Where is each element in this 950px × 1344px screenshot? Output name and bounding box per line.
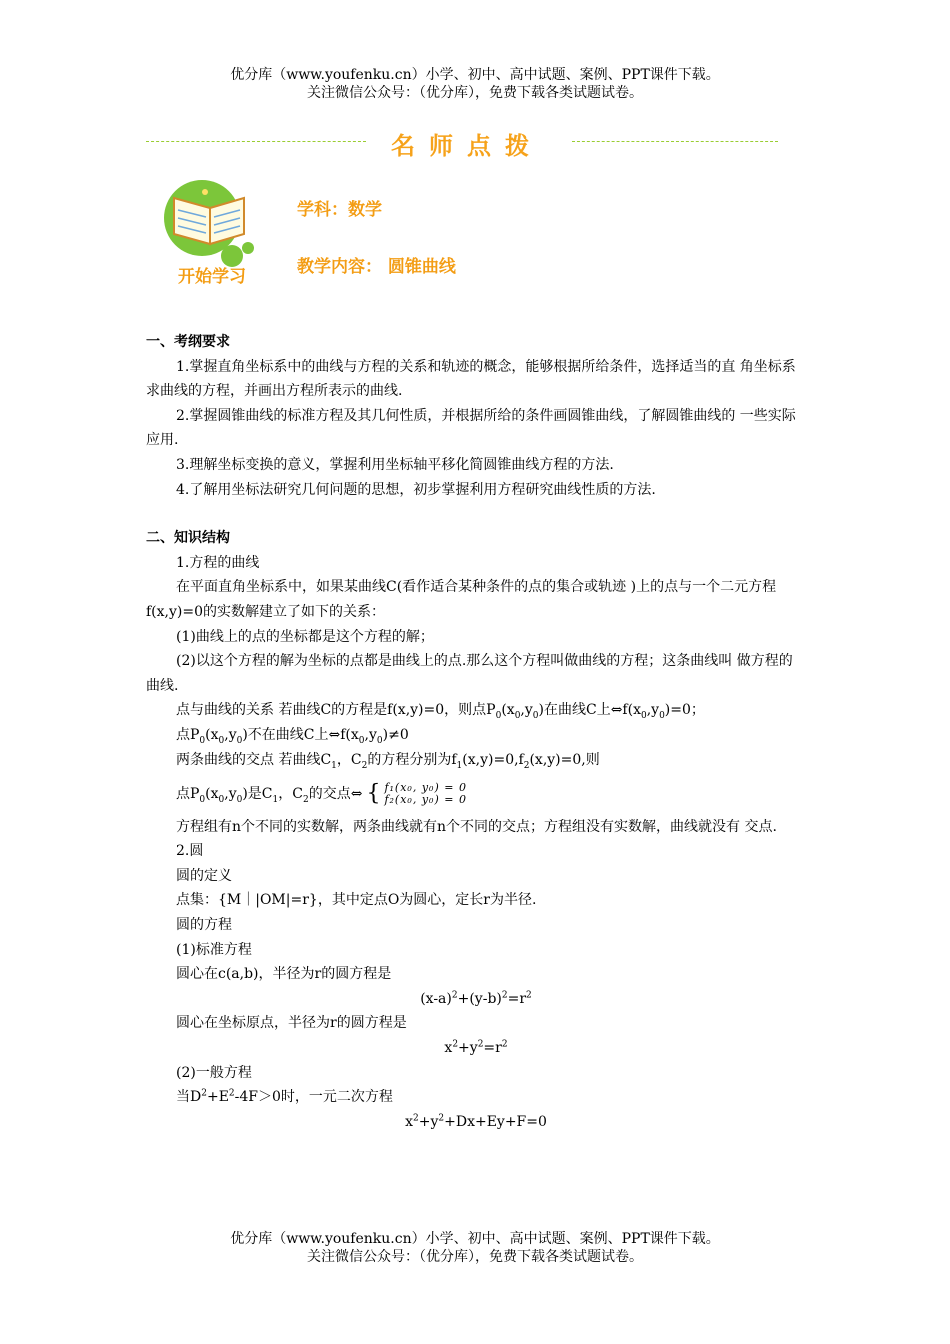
general-equation: $x^2+y^2+Dx+Ey+F=0$	[405, 1113, 547, 1130]
system-brace: {	[366, 781, 381, 807]
general-equation-condition: 当$D^2+E^2-4F>0$时，一元二次方程	[176, 1088, 393, 1106]
subsection-circle: 2.圆	[176, 843, 204, 860]
subsection-curve-of-equation: 1.方程的曲线	[176, 554, 260, 571]
equation-system: f₁(x₀, y₀) = 0 f₂(x₀, y₀) = 0	[384, 781, 467, 807]
point-curve-relation: 点与曲线的关系 若曲线C的方程是f(x,y)=0，则点$P_0(x_0,y_0)$在曲线C上$\Leftrightarrow f(x_0,y_0)=0$；	[176, 702, 705, 722]
section2-heading: 二、知识结构	[146, 530, 230, 547]
paragraph-curve-definition: 在平面直角坐标系中，如果某曲线C(看作适合某种条件的点的集合或轨迹 )上的点与一个二元方程f(x,y)=0的实数解建立了如下的关系：	[146, 579, 777, 620]
page-footer-line1: 优分库（www.youfenku.cn）小学、初中、高中试题、案例、PPT课件下载。	[230, 1231, 720, 1247]
point-not-on-curve: 点$P_0(x_0,y_0)$不在曲线C上$\Leftrightarrow f(x_0,y_0)\ne 0$	[176, 726, 409, 746]
circle-equation-title: 圆的方程	[176, 917, 232, 934]
intersection-condition: 点$P_0(x_0,y_0)$是$C_1$，$C_2$的交点⇔ { f₁(x₀, y₀) = 0 f₂(x₀, y₀) = 0	[176, 781, 467, 807]
curve-intersection: 两条曲线的交点 若曲线$C_1$，$C_2$的方程分别为$f_1(x,y)=0,f_2(x,y)=0$,则	[176, 751, 600, 771]
page-header-line2: 关注微信公众号：（优分库），免费下载各类试题试卷。	[307, 85, 643, 101]
standard-equation-text: 圆心在c(a,b)，半径为r的圆方程是	[176, 966, 392, 983]
requirement-item-3: 3.理解坐标变换的意义，掌握利用坐标轴平移化简圆锥曲线方程的方法.	[176, 456, 614, 473]
section1-heading: 一、考纲要求	[146, 334, 230, 350]
page-header-line1: 优分库（www.youfenku.cn）小学、初中、高中试题、案例、PPT课件下载。	[230, 67, 720, 83]
standard-equation: $(x-a)^2+(y-b)^2=r^2$	[420, 990, 532, 1007]
origin-equation-text: 圆心在坐标原点，半径为r的圆方程是	[176, 1015, 407, 1032]
requirement-item-1: 1.掌握直角坐标系中的曲线与方程的关系和轨迹的概念，能够根据所给条件，选择适当的直 角坐标系求曲线的方程，并画出方程所表示的曲线.	[146, 358, 796, 400]
document-body	[146, 330, 806, 1134]
banner-divider-left	[146, 141, 366, 142]
banner-title: 名师点拨	[391, 132, 543, 160]
teaching-content-label: 教学内容： 圆锥曲线	[297, 257, 456, 277]
subject-label: 学科：数学	[297, 200, 382, 220]
circle-definition: 点集：{M｜|OM|=r}，其中定点O为圆心，定长r为半径.	[176, 892, 537, 909]
standard-equation-title: (1)标准方程	[176, 941, 252, 958]
condition-1: (1)曲线上的点的坐标都是这个方程的解；	[176, 628, 434, 645]
logo-caption: 开始学习	[178, 267, 246, 287]
condition-2: (2)以这个方程的解为坐标的点都是曲线上的点.那么这个方程叫做曲线的方程；这条曲线叫 做方程的曲线.	[146, 653, 793, 694]
circle-definition-title: 圆的定义	[176, 867, 232, 884]
requirement-item-4: 4.了解用坐标法研究几何问题的思想，初步掌握利用方程研究曲线性质的方法.	[176, 481, 656, 498]
general-equation-title: (2)一般方程	[176, 1064, 252, 1081]
banner-divider-right	[572, 141, 778, 142]
origin-equation: $x^2+y^2=r^2$	[444, 1039, 508, 1057]
paragraph-solutions-intersections: 方程组有n个不同的实数解，两条曲线就有n个不同的交点；方程组没有实数解，曲线就没有 交点.	[176, 818, 777, 835]
requirement-item-2: 2.掌握圆锥曲线的标准方程及其几何性质，并根据所给的条件画圆锥曲线，了解圆锥曲线的 一些实际应用.	[146, 407, 796, 449]
page-footer-line2: 关注微信公众号：（优分库），免费下载各类试题试卷。	[307, 1249, 643, 1265]
